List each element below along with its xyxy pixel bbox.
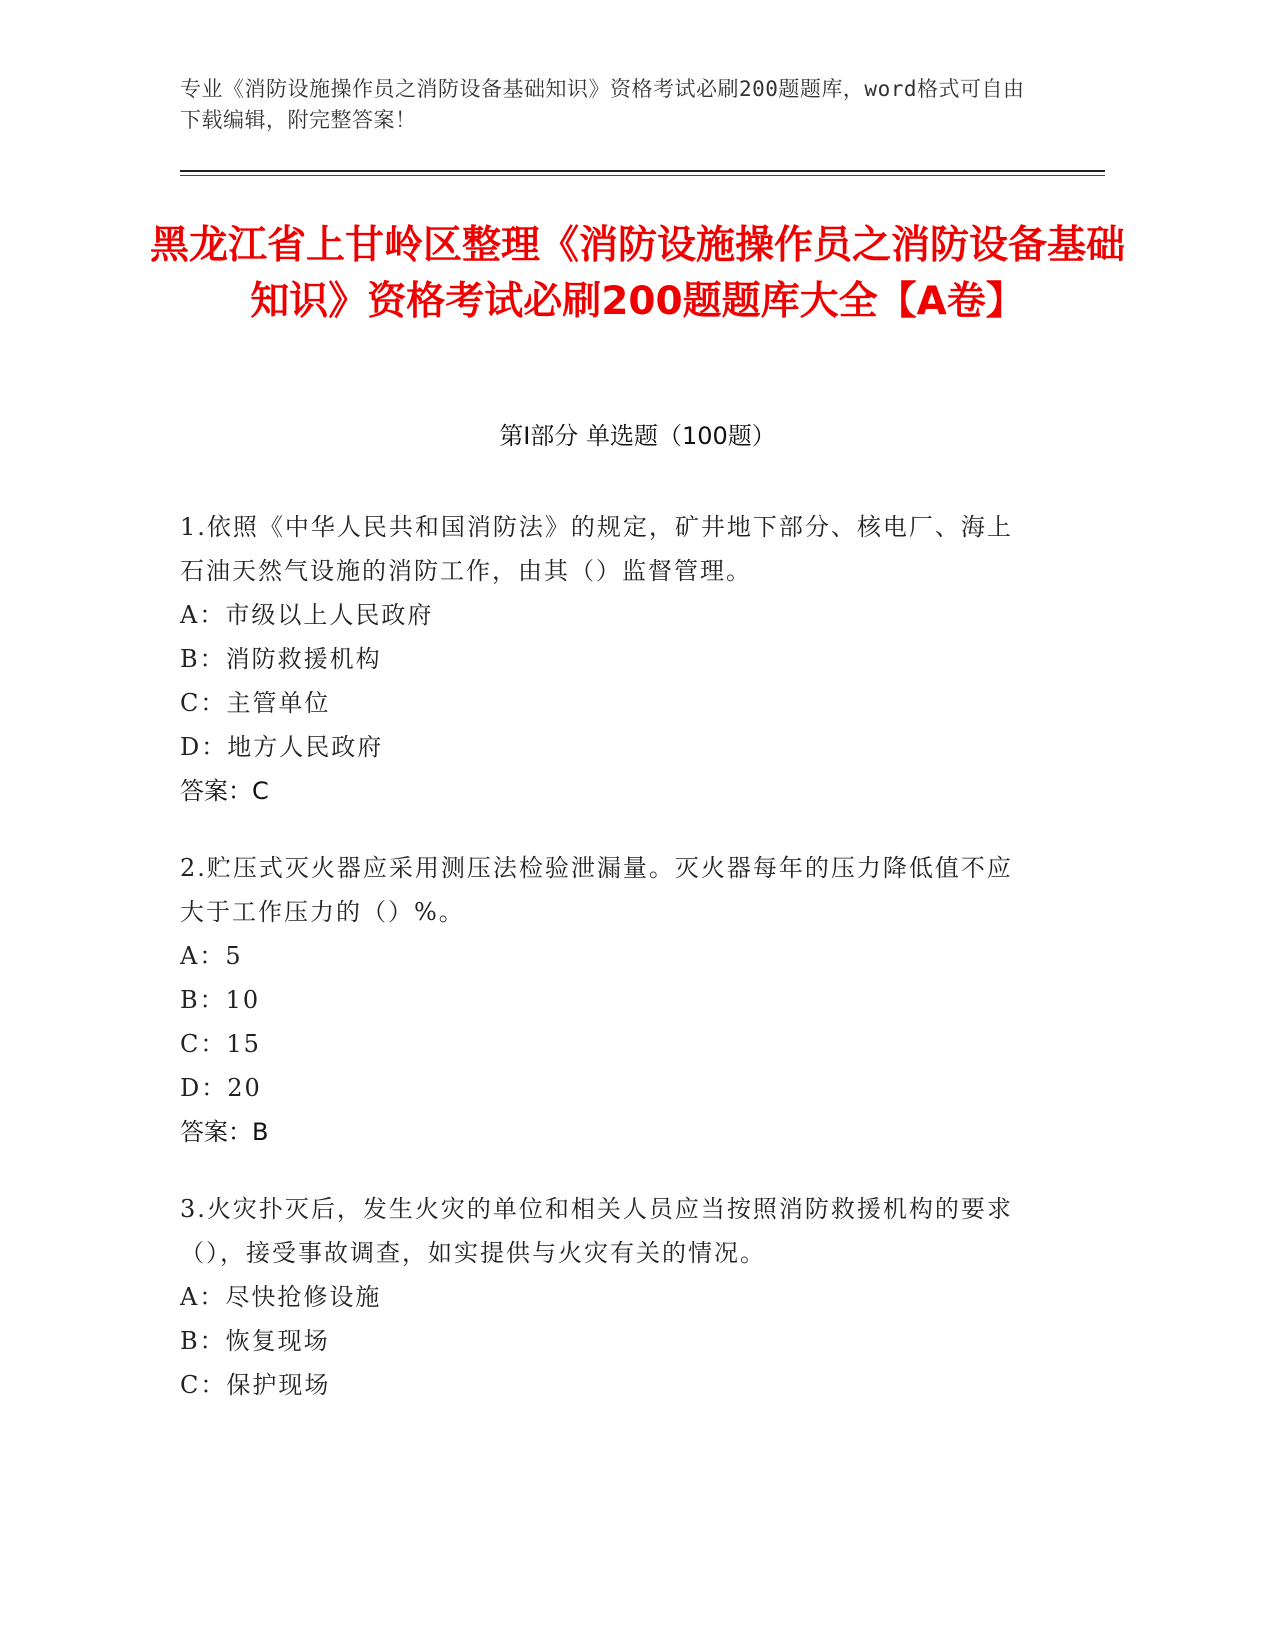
option-c: C：保护现场 <box>180 1371 331 1399</box>
question-stem: 1.依照《中华人民共和国消防法》的规定，矿井地下部分、核电厂、海上石油天然气设施的消防工作，由其（）监督管理。 <box>180 513 1013 585</box>
option-c: C：主管单位 <box>180 689 331 717</box>
question-stem: 2.贮压式灭火器应采用测压法检验泄漏量。灭火器每年的压力降低值不应大于工作压力的（）%。 <box>180 854 1013 926</box>
document-title: 黑龙江省上甘岭区整理《消防设施操作员之消防设备基础知识》资格考试必刷200题题库大全【A卷】 <box>150 223 1126 324</box>
question-1 <box>180 505 1030 813</box>
answer-line: 答案：B <box>180 1118 269 1146</box>
section-heading: 第Ⅰ部分 单选题（100题） <box>499 422 776 450</box>
question-stem: 3.火灾扑灭后，发生火灾的单位和相关人员应当按照消防救援机构的要求（），接受事故调查，如实提供与火灾有关的情况。 <box>180 1195 1013 1267</box>
option-d: D：20 <box>180 1074 262 1102</box>
answer-line: 答案：C <box>180 777 269 805</box>
header-divider-thin <box>180 175 1105 176</box>
option-a: A：尽快抢修设施 <box>180 1283 382 1311</box>
question-list <box>180 505 1030 1440</box>
question-3 <box>180 1187 1030 1407</box>
option-c: C：15 <box>180 1030 261 1058</box>
option-b: B：消防救援机构 <box>180 645 382 673</box>
header-divider <box>180 170 1105 172</box>
option-a: A：5 <box>180 942 243 970</box>
option-b: B：恢复现场 <box>180 1327 330 1355</box>
option-b: B：10 <box>180 986 261 1014</box>
question-2 <box>180 846 1030 1154</box>
option-d: D：地方人民政府 <box>180 733 384 761</box>
header-note: 专业《消防设施操作员之消防设备基础知识》资格考试必刷200题题库，word格式可自由下载编辑，附完整答案！ <box>180 77 1025 132</box>
option-a: A：市级以上人民政府 <box>180 601 434 629</box>
